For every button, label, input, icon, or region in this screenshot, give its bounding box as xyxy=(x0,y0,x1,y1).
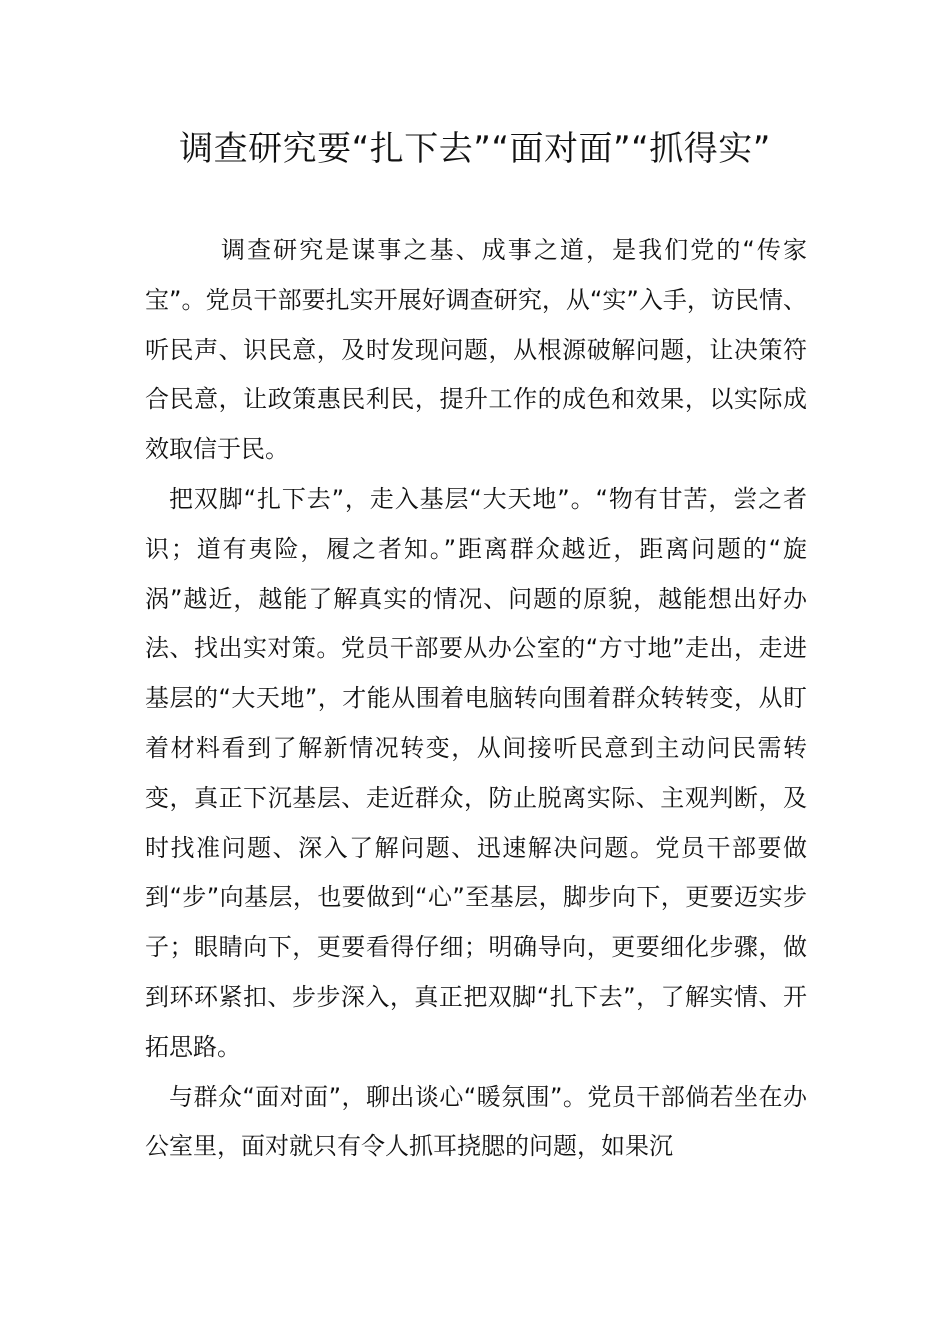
document-body xyxy=(145,226,807,1172)
paragraph-intro: 调查研究是谋事之基、成事之道，是我们党的“传家宝”。党员干部要扎实开展好调查研究，从“实”入手，访民情、听民声、识民意，及时发现问题，从根源破解问题，让决策符合民意，让政策惠民利民，提升工作的成色和效果，以实际成效取信于民。 xyxy=(145,236,807,464)
document-title: 调查研究要“扎下去”“面对面”“抓得实” xyxy=(179,129,771,169)
paragraph-grassroots: 把双脚“扎下去”，走入基层“大天地”。“物有甘苦，尝之者识；道有夷险，履之者知。”距离群众越近，距离问题的“旋涡”越近，越能了解真实的情况、问题的原貌，越能想出好办法、找出实对策。党员干部要从办公室的“方寸地”走出，走进基层的“大天地”，才能从围着电脑转向围着群众转转变，从盯着材料看到了解新情况转变，从间接听民意到主动问民需转变，真正下沉基层、走近群众，防止脱离实际、主观判断，及时找准问题、深入了解问题、迅速解决问题。党员干部要做到“步”向基层，也要做到“心”至基层，脚步向下，更要迈实步子；眼睛向下，更要看得仔细；明确导向，更要细化步骤，做到环环紧扣、步步深入，真正把双脚“扎下去”，了解实情、开拓思路。 xyxy=(145,484,807,1061)
paragraph-face-to-face: 与群众“面对面”，聊出谈心“暖氛围”。党员干部倘若坐在办公室里，面对就只有令人抓耳挠腮的问题，如果沉 xyxy=(145,1082,807,1161)
